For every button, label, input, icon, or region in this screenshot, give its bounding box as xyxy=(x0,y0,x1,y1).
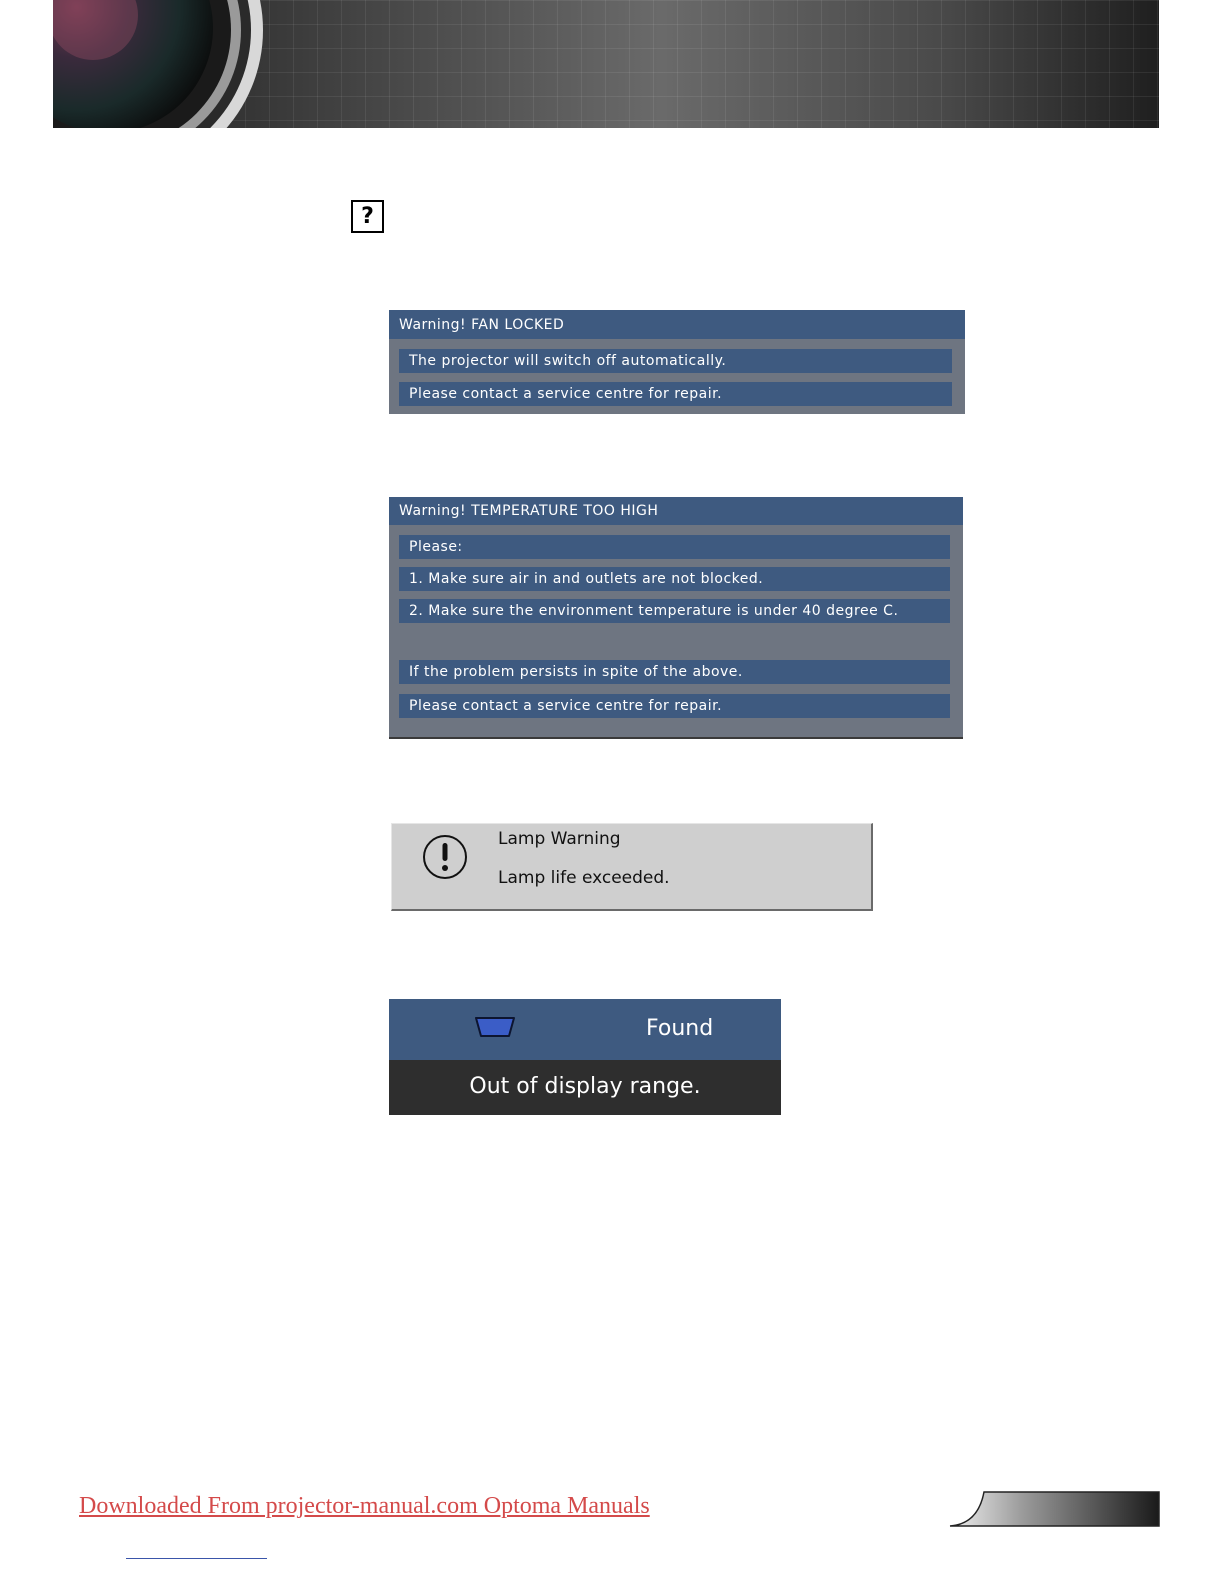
fan-warning-line-1: The projector will switch off automatically. xyxy=(399,349,952,373)
temperature-warning-line-3: 2. Make sure the environment temperature is under 40 degree C. xyxy=(399,599,950,623)
source-found-message-bar xyxy=(389,1060,781,1115)
out-of-range-message: Out of display range. xyxy=(469,1074,701,1099)
fan-warning-title: Warning! FAN LOCKED xyxy=(389,310,965,339)
temperature-warning-line-2: 1. Make sure air in and outlets are not blocked. xyxy=(399,567,950,591)
question-mark-icon xyxy=(351,200,384,233)
lamp-warning-dialog xyxy=(391,823,873,911)
temperature-warning-line-4: If the problem persists in spite of the above. xyxy=(399,660,950,684)
source-found-label: Found xyxy=(646,1016,714,1041)
page-corner-tab xyxy=(948,1488,1160,1528)
temperature-warning-line-5: Please contact a service centre for repair. xyxy=(399,694,950,718)
lamp-warning-message: Lamp life exceeded. xyxy=(498,868,670,888)
temperature-warning-title: Warning! TEMPERATURE TOO HIGH xyxy=(389,497,963,525)
projector-lens-icon xyxy=(53,0,273,128)
help-symbol: ? xyxy=(361,203,374,229)
download-source-link[interactable]: Downloaded From projector-manual.com Optoma Manuals xyxy=(79,1493,650,1519)
source-found-dialog xyxy=(389,999,781,1115)
vga-connector-icon xyxy=(475,1016,515,1038)
temperature-warning-dialog xyxy=(389,497,963,739)
lamp-warning-title: Lamp Warning xyxy=(498,829,621,849)
temperature-warning-line-1: Please: xyxy=(399,535,950,559)
fan-warning-line-2: Please contact a service centre for repair. xyxy=(399,382,952,406)
exclamation-circle-icon xyxy=(421,833,469,881)
footer-underline-divider xyxy=(126,1558,267,1559)
source-found-header xyxy=(389,999,781,1060)
header-banner xyxy=(53,0,1159,128)
fan-locked-warning-dialog xyxy=(389,310,965,414)
